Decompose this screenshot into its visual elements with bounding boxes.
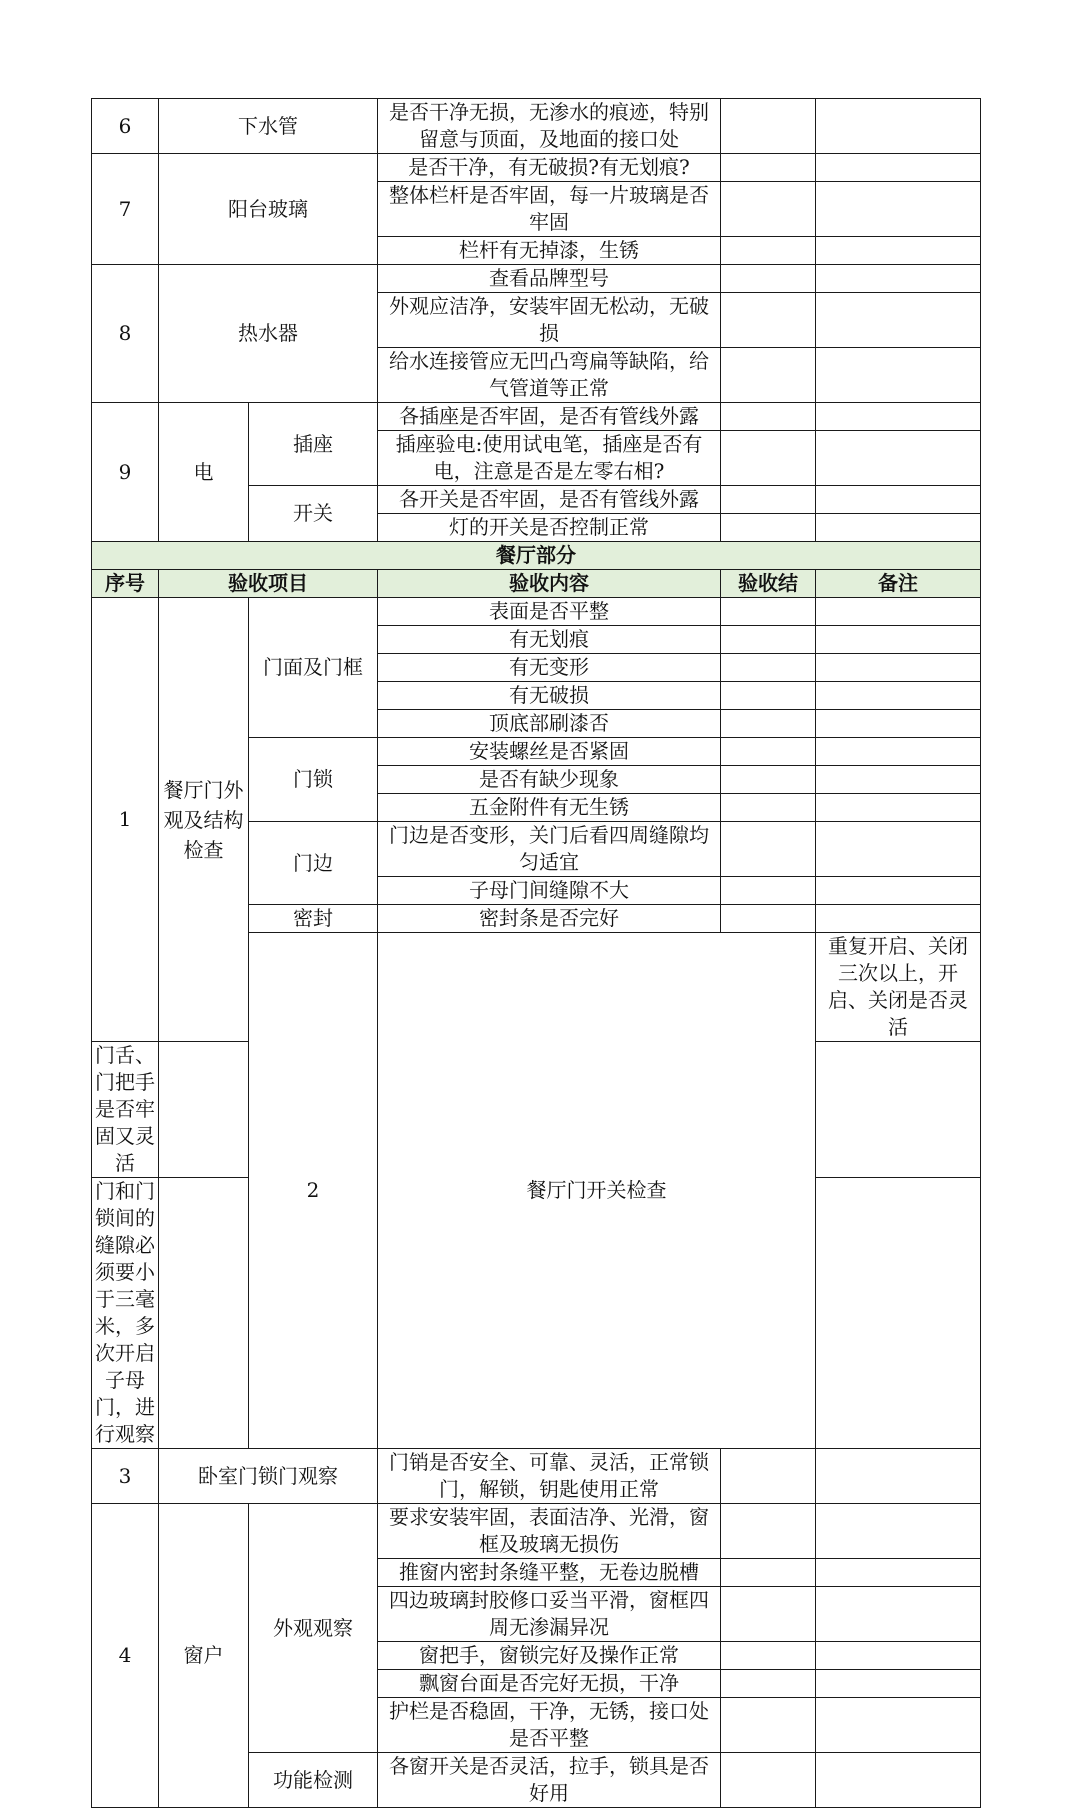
result-cell[interactable] [721, 486, 816, 514]
content-cell: 四边玻璃封胶修口妥当平滑，窗框四周无渗漏异况 [378, 1587, 721, 1642]
table-row [92, 265, 981, 293]
table-row [92, 1449, 981, 1504]
result-cell[interactable] [721, 431, 816, 486]
result-cell[interactable] [721, 1587, 816, 1642]
content-cell: 有无破损 [378, 682, 721, 710]
subitem-cell: 密封 [249, 905, 378, 933]
content-cell: 推窗内密封条缝平整，无卷边脱槽 [378, 1559, 721, 1587]
header-item: 验收项目 [159, 570, 378, 598]
content-cell: 门和门锁间的缝隙必须要小于三毫米，多次开启子母门，进行观察 [92, 1178, 159, 1449]
row-number: 7 [92, 154, 159, 265]
remark-cell[interactable] [816, 431, 981, 486]
result-cell[interactable] [159, 1042, 249, 1178]
subitem-cell: 门锁 [249, 738, 378, 822]
item-cell: 窗户 [159, 1504, 249, 1808]
result-cell[interactable] [721, 682, 816, 710]
content-cell: 给水连接管应无凹凸弯扁等缺陷，给气管道等正常 [378, 348, 721, 403]
result-cell[interactable] [721, 710, 816, 738]
content-cell: 要求安装牢固，表面洁净、光滑，窗框及玻璃无损伤 [378, 1504, 721, 1559]
result-cell[interactable] [721, 514, 816, 542]
result-cell[interactable] [721, 1504, 816, 1559]
remark-cell[interactable] [816, 598, 981, 626]
content-cell: 各开关是否牢固，是否有管线外露 [378, 486, 721, 514]
result-cell[interactable] [721, 348, 816, 403]
row-number: 1 [92, 598, 159, 1042]
content-cell: 护栏是否稳固，干净，无锈，接口处是否平整 [378, 1698, 721, 1753]
content-cell: 顶底部刷漆否 [378, 710, 721, 738]
header-no: 序号 [92, 570, 159, 598]
remark-cell[interactable] [816, 1587, 981, 1642]
result-cell[interactable] [721, 626, 816, 654]
result-cell[interactable] [721, 403, 816, 431]
content-cell: 插座验电:使用试电笔，插座是否有电，注意是否是左零右相? [378, 431, 721, 486]
remark-cell[interactable] [816, 1178, 981, 1449]
table-row [92, 403, 981, 431]
table-row [92, 99, 981, 154]
header-result: 验收结 [721, 570, 816, 598]
remark-cell[interactable] [816, 794, 981, 822]
remark-cell[interactable] [816, 626, 981, 654]
result-cell[interactable] [721, 738, 816, 766]
header-row [92, 570, 981, 598]
subitem-cell: 外观观察 [249, 1504, 378, 1753]
content-cell: 表面是否平整 [378, 598, 721, 626]
subitem-cell: 开关 [249, 486, 378, 542]
remark-cell[interactable] [816, 1698, 981, 1753]
result-cell[interactable] [721, 1559, 816, 1587]
result-cell[interactable] [721, 654, 816, 682]
result-cell[interactable] [721, 794, 816, 822]
item-cell: 下水管 [159, 99, 378, 154]
section-title: 餐厅部分 [92, 542, 981, 570]
remark-cell[interactable] [816, 738, 981, 766]
content-cell: 窗把手，窗锁完好及操作正常 [378, 1642, 721, 1670]
result-cell[interactable] [721, 99, 816, 154]
remark-cell[interactable] [816, 682, 981, 710]
subitem-cell: 门面及门框 [249, 598, 378, 738]
result-cell[interactable] [721, 1698, 816, 1753]
remark-cell[interactable] [816, 1559, 981, 1587]
acceptance-checklist-table [91, 98, 981, 1808]
remark-cell[interactable] [816, 348, 981, 403]
content-cell: 查看品牌型号 [378, 265, 721, 293]
content-cell: 有无变形 [378, 654, 721, 682]
row-number: 9 [92, 403, 159, 542]
row-number: 8 [92, 265, 159, 403]
result-cell[interactable] [721, 877, 816, 905]
result-cell[interactable] [721, 1670, 816, 1698]
result-cell[interactable] [721, 237, 816, 265]
content-cell: 各窗开关是否灵活，拉手，锁具是否好用 [378, 1753, 721, 1808]
remark-cell[interactable] [816, 1042, 981, 1178]
remark-cell[interactable] [816, 154, 981, 182]
remark-cell[interactable] [816, 877, 981, 905]
content-cell: 整体栏杆是否牢固，每一片玻璃是否牢固 [378, 182, 721, 237]
remark-cell[interactable] [816, 1504, 981, 1559]
remark-cell[interactable] [816, 265, 981, 293]
table-row [92, 154, 981, 182]
remark-cell[interactable] [816, 822, 981, 877]
remark-cell[interactable] [816, 403, 981, 431]
content-cell: 是否有缺少现象 [378, 766, 721, 794]
item-cell: 卧室门锁门观察 [159, 1449, 378, 1504]
remark-cell[interactable] [816, 1642, 981, 1670]
remark-cell[interactable] [816, 710, 981, 738]
content-cell: 门边是否变形，关门后看四周缝隙均匀适宜 [378, 822, 721, 877]
result-cell[interactable] [159, 1178, 249, 1449]
remark-cell[interactable] [816, 182, 981, 237]
content-cell: 子母门间缝隙不大 [378, 877, 721, 905]
remark-cell[interactable] [816, 905, 981, 933]
result-cell[interactable] [721, 822, 816, 877]
content-cell: 各插座是否牢固，是否有管线外露 [378, 403, 721, 431]
result-cell[interactable] [721, 1753, 816, 1808]
item-cell: 阳台玻璃 [159, 154, 378, 265]
result-cell[interactable] [721, 1642, 816, 1670]
subitem-cell: 插座 [249, 403, 378, 486]
content-cell: 门舌、门把手是否牢固又灵活 [92, 1042, 159, 1178]
result-cell[interactable] [721, 905, 816, 933]
content-cell: 飘窗台面是否完好无损，干净 [378, 1670, 721, 1698]
result-cell[interactable] [721, 265, 816, 293]
header-remark: 备注 [816, 570, 981, 598]
content-cell: 安装螺丝是否紧固 [378, 738, 721, 766]
content-cell: 五金附件有无生锈 [378, 794, 721, 822]
row-number: 4 [92, 1504, 159, 1808]
remark-cell[interactable] [816, 99, 981, 154]
table-row [92, 1504, 981, 1559]
row-number: 3 [92, 1449, 159, 1504]
result-cell[interactable] [721, 598, 816, 626]
remark-cell[interactable] [816, 1449, 981, 1504]
result-cell[interactable] [721, 293, 816, 348]
result-cell[interactable] [721, 182, 816, 237]
content-cell: 外观应洁净，安装牢固无松动，无破损 [378, 293, 721, 348]
row-number: 2 [249, 933, 378, 1449]
remark-cell[interactable] [816, 514, 981, 542]
content-cell: 有无划痕 [378, 626, 721, 654]
item-cell: 餐厅门开关检查 [378, 933, 816, 1449]
remark-cell[interactable] [816, 766, 981, 794]
item-cell: 餐厅门外观及结构检查 [159, 598, 249, 1042]
content-cell: 重复开启、关闭三次以上，开启、关闭是否灵活 [816, 933, 981, 1042]
subitem-cell: 功能检测 [249, 1753, 378, 1808]
remark-cell[interactable] [816, 486, 981, 514]
item-cell: 电 [159, 403, 249, 542]
row-number: 6 [92, 99, 159, 154]
content-cell: 是否干净无损，无渗水的痕迹，特别留意与顶面，及地面的接口处 [378, 99, 721, 154]
header-content: 验收内容 [378, 570, 721, 598]
remark-cell[interactable] [816, 1670, 981, 1698]
section-row [92, 542, 981, 570]
result-cell[interactable] [721, 766, 816, 794]
remark-cell[interactable] [816, 293, 981, 348]
item-cell: 热水器 [159, 265, 378, 403]
table-row [92, 598, 981, 626]
content-cell: 栏杆有无掉漆，生锈 [378, 237, 721, 265]
result-cell[interactable] [721, 1449, 816, 1504]
content-cell: 密封条是否完好 [378, 905, 721, 933]
content-cell: 灯的开关是否控制正常 [378, 514, 721, 542]
remark-cell[interactable] [816, 237, 981, 265]
subitem-cell: 门边 [249, 822, 378, 905]
remark-cell[interactable] [816, 1753, 981, 1808]
result-cell[interactable] [721, 154, 816, 182]
content-cell: 是否干净，有无破损?有无划痕? [378, 154, 721, 182]
content-cell: 门销是否安全、可靠、灵活，正常锁门，解锁，钥匙使用正常 [378, 1449, 721, 1504]
remark-cell[interactable] [816, 654, 981, 682]
